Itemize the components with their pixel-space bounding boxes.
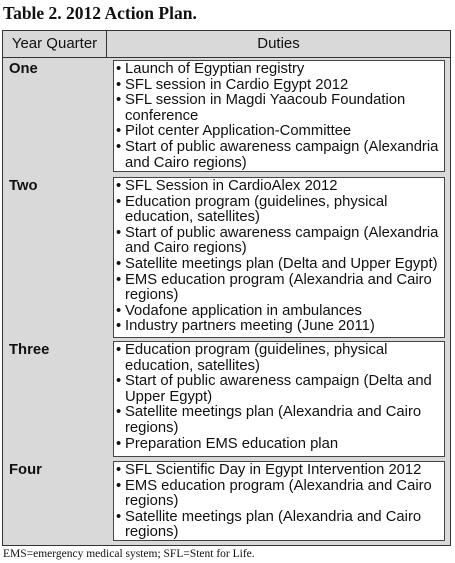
duty-item	[114, 195, 440, 226]
table-footnote: EMS=emergency medical system; SFL=Stent for Life.	[3, 548, 255, 560]
bullet-icon: •	[116, 92, 122, 109]
duty-item	[114, 226, 440, 257]
duty-text: Start of public awareness campaign (Alexandria and Cairo regions)	[125, 224, 439, 257]
duty-text: Start of public awareness campaign (Delta and Upper Egypt)	[125, 373, 432, 405]
duty-item	[114, 273, 440, 304]
bullet-icon: •	[116, 224, 122, 241]
duty-text: Preparation EMS education plan	[125, 435, 339, 452]
duty-item	[114, 319, 440, 335]
duties-cell	[113, 60, 445, 172]
duty-text: SFL session in Cardio Egypt 2012	[125, 76, 349, 93]
bullet-icon: •	[116, 373, 122, 390]
bullet-icon: •	[116, 477, 122, 494]
header-duties: Duties	[257, 35, 300, 52]
bullet-icon: •	[116, 342, 122, 358]
quarter-label: One	[9, 61, 38, 77]
action-plan-table	[2, 30, 451, 546]
table-title: Table 2. 2012 Action Plan.	[3, 3, 197, 23]
duty-item	[114, 405, 440, 436]
duty-item	[114, 62, 440, 78]
duty-text: Launch of Egyptian registry	[125, 61, 305, 77]
duty-text: EMS education program (Alexandria and Cairo regions)	[125, 477, 432, 510]
duties-cell	[113, 341, 445, 457]
quarter-label: Two	[9, 178, 38, 194]
bullet-icon: •	[116, 61, 122, 77]
duty-text: SFL Session in CardioAlex 2012	[125, 178, 338, 194]
bullet-icon: •	[116, 193, 122, 210]
bullet-icon: •	[116, 435, 122, 452]
duty-item	[114, 479, 440, 510]
duty-text: Vodafone application in ambulances	[125, 302, 362, 319]
duty-text: Industry partners meeting (June 2011)	[125, 318, 375, 335]
duty-text: Satellite meetings plan (Alexandria and Cairo regions)	[125, 404, 422, 436]
duty-text: SFL session in Magdi Yaacoub Foundation conference	[125, 92, 406, 124]
table-row-two	[3, 177, 450, 338]
bullet-icon: •	[116, 318, 122, 335]
duty-text: Pilot center Application-Committee	[125, 123, 352, 140]
table-row-three	[3, 341, 450, 458]
duty-item	[114, 463, 440, 479]
duty-text: Start of public awareness campaign (Alexandria and Cairo regions)	[125, 138, 439, 171]
duty-item	[114, 78, 440, 94]
table-row-one	[3, 60, 450, 174]
bullet-icon: •	[116, 178, 122, 194]
duty-item	[114, 437, 440, 453]
bullet-icon: •	[116, 138, 122, 155]
bullet-icon: •	[116, 123, 122, 140]
duty-text: Satellite meetings plan (Delta and Upper Egypt)	[125, 255, 438, 272]
table-row-four	[3, 461, 450, 543]
bullet-icon: •	[116, 508, 122, 525]
bullet-icon: •	[116, 76, 122, 93]
header-year-quarter: Year Quarter	[11, 35, 98, 52]
duty-item	[114, 93, 440, 124]
quarter-label: Four	[9, 462, 42, 478]
duty-text: Education program (guidelines, physical education, satellites)	[125, 342, 388, 374]
duty-text: Education program (guidelines, physical education, satellites)	[125, 193, 388, 226]
duty-item	[114, 374, 440, 405]
table-header-row	[3, 31, 450, 58]
quarter-label: Three	[9, 342, 50, 358]
duty-text: SFL Scientific Day in Egypt Intervention 2012	[125, 462, 422, 478]
bullet-icon: •	[116, 255, 122, 272]
bullet-icon: •	[116, 302, 122, 319]
duty-item	[114, 140, 440, 171]
duty-item	[114, 304, 440, 320]
duty-item	[114, 257, 440, 273]
duties-cell	[113, 461, 445, 541]
duty-text: Satellite meetings plan (Alexandria and Cairo regions)	[125, 508, 422, 541]
bullet-icon: •	[116, 271, 122, 288]
duty-item	[114, 179, 440, 195]
duty-item	[114, 343, 440, 374]
duties-cell	[113, 177, 445, 338]
duty-text: EMS education program (Alexandria and Cairo regions)	[125, 271, 432, 304]
bullet-icon: •	[116, 462, 122, 478]
duty-item	[114, 510, 440, 541]
bullet-icon: •	[116, 404, 122, 421]
duty-item	[114, 124, 440, 140]
